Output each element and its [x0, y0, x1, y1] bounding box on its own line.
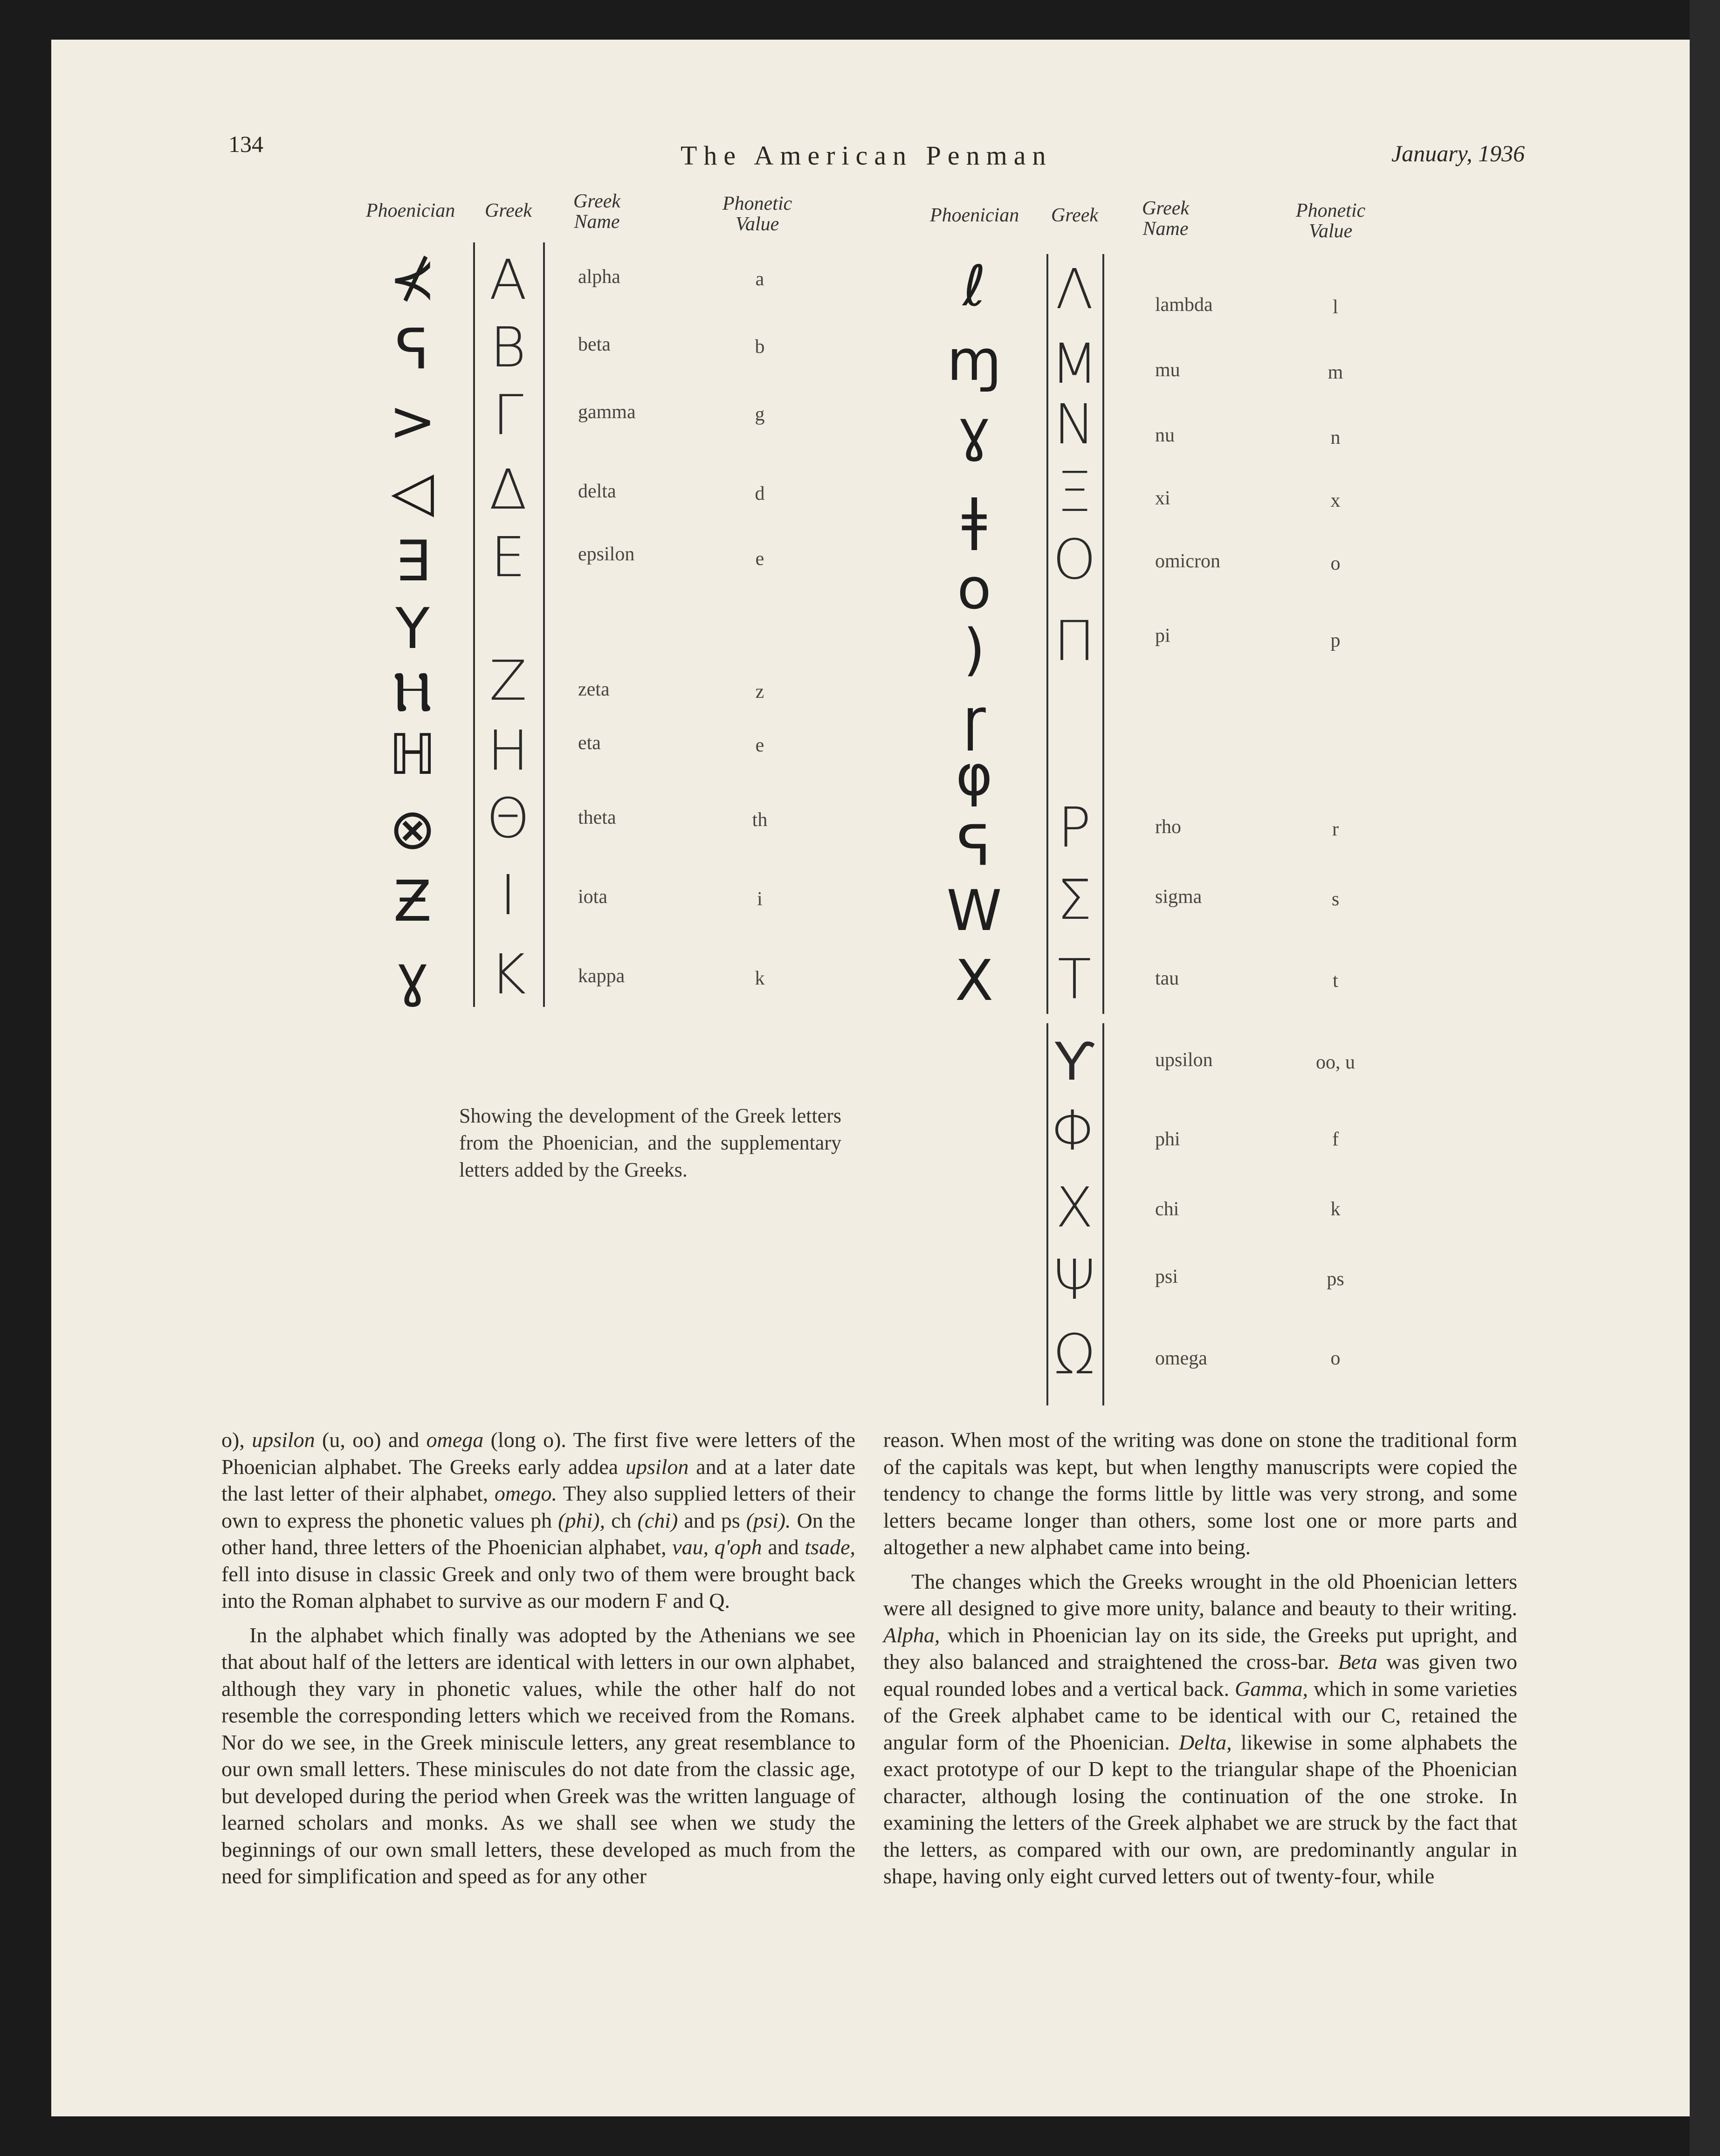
- greek-glyph: B: [490, 315, 526, 379]
- phoenician-glyph: ∃: [395, 529, 430, 594]
- greek-name: phi: [1155, 1129, 1180, 1150]
- phonetic-value: a: [755, 269, 764, 290]
- phoenician-glyph: ⊗: [389, 797, 436, 862]
- greek-name: sigma: [1155, 886, 1202, 908]
- greek-name: delta: [578, 481, 616, 502]
- greek-name: xi: [1155, 488, 1170, 509]
- issue-date: January, 1936: [1391, 140, 1525, 166]
- greek-name: alpha: [578, 266, 620, 288]
- greek-glyph: ϒ: [1053, 1028, 1096, 1093]
- phoenician-glyph: ◁: [391, 459, 434, 524]
- phoenician-glyph: ℍ: [389, 723, 436, 787]
- phonetic-value: o: [1330, 553, 1341, 574]
- phoenician-glyph: o: [957, 557, 991, 622]
- paragraph: In the alphabet which finally was adopted by the Athenians we see that about half of the letters are identical with letters in our own alphabet, although they vary in phonetic values, while the other half do not resemble the corresponding letters which we received from the Romans. Nor do we see, in the Greek miniscule letters, any great resemblance to our own small letters. These miniscules do not date from the classic age, but developed during the period when Greek was the written language of learned scholars and monks. As we shall see when we study the beginnings of our own small letters, these developed as much from the need for simplification and speed as for any other: [221, 1623, 855, 1888]
- header-phoenician-left: Phoenician: [366, 200, 455, 221]
- phoenician-glyph: ⊀: [389, 247, 436, 312]
- phonetic-value: k: [1330, 1199, 1341, 1220]
- phoenician-glyph: Y: [395, 597, 430, 661]
- header-phoenician-right: Phoenician: [930, 205, 1019, 226]
- greek-glyph: Δ: [489, 457, 527, 522]
- greek-glyph: I: [500, 863, 516, 927]
- phoenician-glyph: ᕋ: [395, 317, 430, 382]
- body-column-right: [883, 1426, 1517, 1890]
- greek-glyph: Π: [1053, 609, 1095, 673]
- phonetic-value: m: [1328, 362, 1343, 383]
- phonetic-value: e: [755, 735, 764, 756]
- phonetic-value: s: [1331, 889, 1340, 910]
- body-column-left: [221, 1426, 855, 1890]
- header-phonetic-left: Phonetic Value: [722, 193, 792, 235]
- greek-glyph: H: [487, 718, 529, 783]
- phonetic-value: g: [755, 404, 765, 425]
- phonetic-value: z: [755, 681, 764, 703]
- greek-name: zeta: [578, 679, 610, 700]
- greek-name: tau: [1155, 968, 1179, 989]
- greek-name: pi: [1155, 625, 1170, 647]
- greek-name: upsilon: [1155, 1049, 1213, 1071]
- header-greek-name-left: Greek Name: [573, 191, 621, 233]
- greek-glyph: K: [490, 942, 526, 1006]
- greek-glyph: N: [1053, 392, 1095, 456]
- page-number: 134: [228, 131, 263, 157]
- phonetic-value: i: [757, 889, 763, 910]
- greek-glyph: Ψ: [1053, 1247, 1096, 1312]
- greek-name: chi: [1155, 1199, 1179, 1220]
- book-spine: [1690, 0, 1720, 2156]
- phoenician-glyph: ɣ: [396, 944, 429, 1009]
- greek-name: nu: [1155, 425, 1175, 446]
- greek-name: rho: [1155, 816, 1181, 838]
- greek-glyph: Λ: [1055, 257, 1094, 321]
- greek-glyph: E: [490, 525, 526, 589]
- figure-caption: Showing the development of the Greek letters from the Phoenician, and the supplementary letters added by the Greeks.: [459, 1104, 841, 1181]
- greek-glyph: O: [1053, 527, 1096, 592]
- phonetic-value: o: [1330, 1348, 1341, 1369]
- running-title: The American Penman: [681, 140, 1053, 171]
- phoenician-glyph: >: [389, 389, 436, 454]
- greek-glyph: Z: [489, 648, 527, 713]
- phonetic-value: e: [755, 548, 764, 570]
- phoenician-glyph: ɼ: [963, 688, 986, 752]
- phoenician-glyph: X: [955, 949, 994, 1013]
- header-greek-right: Greek: [1051, 205, 1099, 226]
- phoenician-glyph: ℓ: [963, 254, 986, 319]
- greek-glyph: Σ: [1057, 868, 1092, 932]
- greek-glyph: T: [1057, 947, 1092, 1011]
- phonetic-value: ps: [1327, 1268, 1344, 1290]
- greek-glyph: A: [489, 248, 527, 312]
- greek-name: mu: [1155, 359, 1180, 381]
- greek-glyph: Γ: [493, 383, 523, 447]
- greek-glyph: Θ: [486, 786, 530, 850]
- phoenician-glyph: ɱ: [947, 329, 1002, 393]
- greek-name: omega: [1155, 1348, 1207, 1369]
- phonetic-value: th: [752, 809, 768, 831]
- phonetic-value: k: [755, 968, 765, 989]
- greek-glyph: P: [1058, 795, 1091, 860]
- phonetic-value: oo, u: [1316, 1052, 1355, 1073]
- paragraph: The changes which the Greeks wrought in the old Phoenician letters were all designed to give more unity, balance and beauty to their writing. Alpha, which in Phoenician lay on its side, the Greeks put upright, and they also balanced and straightened the cross-bar. Beta was given two equal rounded lobes and a vertical back. Gamma, which in some varieties of the Greek alphabet came to be identical with our C, retained the angular form of the Phoenician. Delta, likewise in some alphabets the exact prototype of our D kept to the triangular shape of the Phoenician character, although losing the continuation of the one stroke. In examining the letters of the Greek alphabet we are struck by the fact that the letters, as compared with our own, are predominantly angular in shape, having only eight curved letters out of twenty-four, while: [883, 1569, 1517, 1888]
- phoenician-glyph: W: [946, 879, 1002, 944]
- phoenician-glyph: ): [963, 618, 985, 682]
- phonetic-value: t: [1333, 970, 1338, 992]
- phoenician-glyph: φ: [956, 744, 993, 808]
- phoenician-glyph: Ƶ: [393, 869, 432, 934]
- greek-name: psi: [1155, 1266, 1178, 1288]
- phonetic-value: n: [1330, 427, 1341, 448]
- greek-name: iota: [578, 886, 607, 908]
- greek-glyph: M: [1051, 331, 1098, 396]
- phoenician-glyph: ɣ: [957, 399, 991, 463]
- paragraph: reason. When most of the writing was done on stone the traditional form of the capitals was kept, but when lengthy manuscripts were copied the tendency to change the forms little by little was very strong, and some letters became longer than others, some lost one or more parts and altogether a new alphabet came into being.: [883, 1428, 1517, 1559]
- phonetic-value: f: [1332, 1129, 1339, 1150]
- greek-name: omicron: [1155, 551, 1220, 572]
- header-phonetic-right: Phonetic Value: [1296, 200, 1366, 242]
- greek-glyph: Ξ: [1057, 460, 1092, 524]
- greek-name: lambda: [1155, 294, 1213, 316]
- greek-name: theta: [578, 807, 616, 828]
- phonetic-value: x: [1330, 490, 1341, 511]
- phonetic-value: d: [755, 483, 765, 504]
- greek-name: epsilon: [578, 544, 635, 565]
- greek-name: beta: [578, 334, 611, 355]
- phonetic-value: p: [1330, 630, 1341, 651]
- greek-glyph: Ω: [1053, 1322, 1096, 1386]
- greek-name: eta: [578, 732, 601, 754]
- phonetic-value: l: [1333, 296, 1338, 318]
- phoenician-glyph: ǂ: [961, 487, 987, 552]
- greek-name: gamma: [578, 401, 636, 423]
- greek-glyph: Φ: [1051, 1098, 1098, 1163]
- header-greek-name-right: Greek Name: [1142, 198, 1190, 240]
- greek-name: kappa: [578, 965, 625, 987]
- header-greek-left: Greek: [485, 200, 532, 221]
- phonetic-value: b: [755, 336, 765, 358]
- phoenician-glyph: ᕋ: [957, 813, 991, 878]
- paragraph: o), upsilon (u, oo) and omega (long o). The first five were letters of the Phoenician alphabet. The Greeks early addea upsilon and at a later date the last letter of their alphabet, omego. They also supplied letters of their own to express the phonetic values ph (phi), ch (chi) and ps (psi). On the other hand, three letters of the Phoenician alphabet, vau, q'oph and tsade, fell into disuse in classic Greek and only two of them were brought back into the Roman alphabet to survive as our modern F and Q.: [221, 1428, 856, 1612]
- phonetic-value: r: [1332, 819, 1339, 840]
- greek-glyph: X: [1055, 1175, 1094, 1240]
- phoenician-glyph: Ⲏ: [393, 660, 432, 724]
